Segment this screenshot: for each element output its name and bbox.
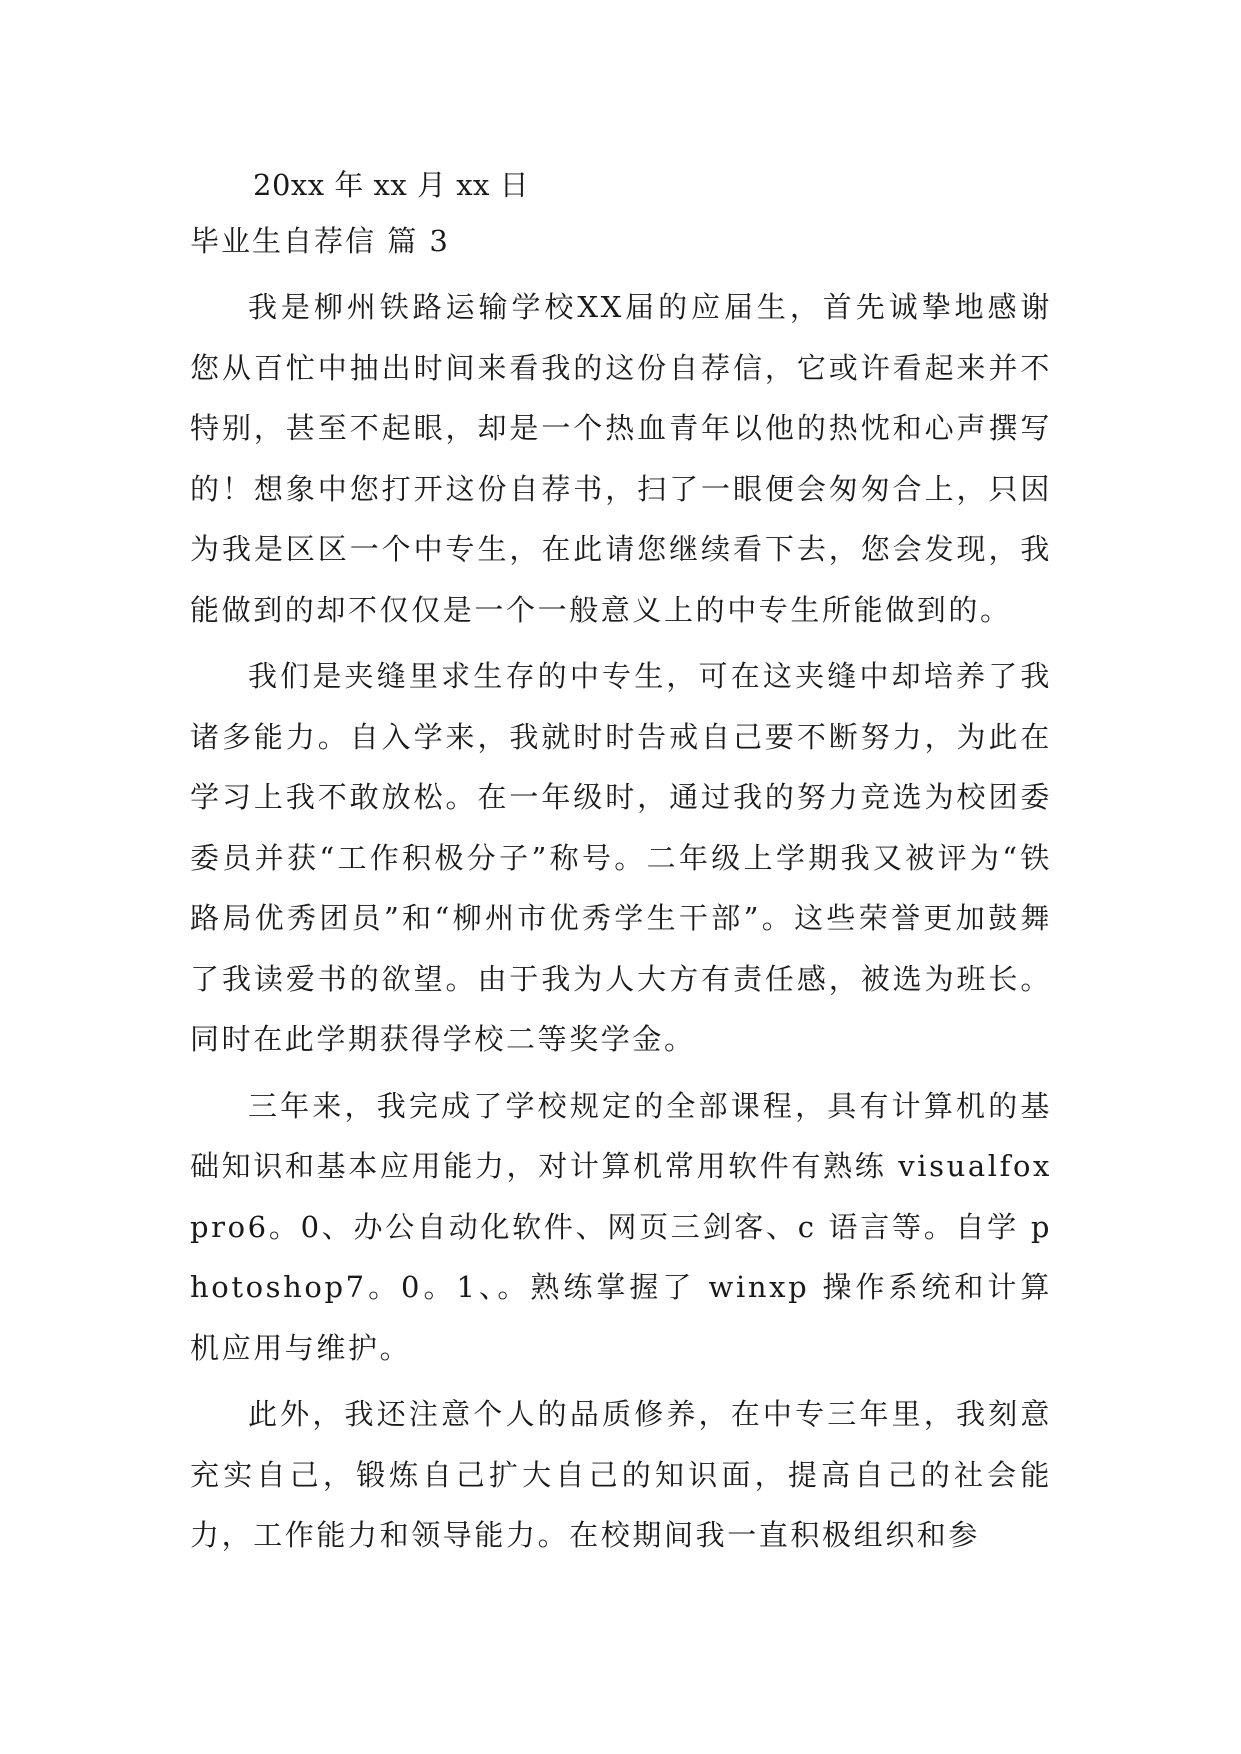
paragraph-abilities: 我们是夹缝里求生存的中专生，可在这夹缝中却培养了我诸多能力。自入学来，我就时时告戒自己要不断努力，为此在学习上我不敢放松。在一年级时，通过我的努力竞选为校团委委员并获“工作积极分子”称号。二年级上学期我又被评为“铁路局优秀团员”和“柳州市优秀学生干部”。这些荣誉更加鼓舞了我读爱书的欲望。由于我为人大方有责任感，被选为班长。同时在此学期获得学校二等奖学金。 (190, 659, 1052, 1056)
paragraph-character: 此外，我还注意个人的品质修养，在中专三年里，我刻意充实自己，锻炼自己扩大自己的知识面，提高自己的社会能力，工作能力和领导能力。在校期间我一直积极组织和参 (190, 1397, 1052, 1552)
date-line: 20xx 年 xx 月 xx 日 (253, 168, 530, 202)
paragraph-intro: 我是柳州铁路运输学校XX届的应届生，首先诚挚地感谢您从百忙中抽出时间来看我的这份自荐信，它或许看起来并不特别，甚至不起眼，却是一个热血青年以他的热忱和心声撰写的！想象中您打开这份自荐书，扫了一眼便会匆匆合上，只因为我是区区一个中专生，在此请您继续看下去，您会发现，我能做到的却不仅仅是一个一般意义上的中专生所能做到的。 (190, 290, 1052, 627)
letter-body (190, 163, 1052, 1572)
paragraph-skills: 三年来，我完成了学校规定的全部课程，具有计算机的基础知识和基本应用能力，对计算机常用软件有熟练 visualfoxpro6。0、办公自动化软件、网页三剑客、c 语言等。自学 photoshop7。0。1、。熟练掌握了 winxp 操作系统和计算机应用与维护。 (190, 1088, 1052, 1365)
section-title: 毕业生自荐信 篇 3 (190, 224, 450, 258)
